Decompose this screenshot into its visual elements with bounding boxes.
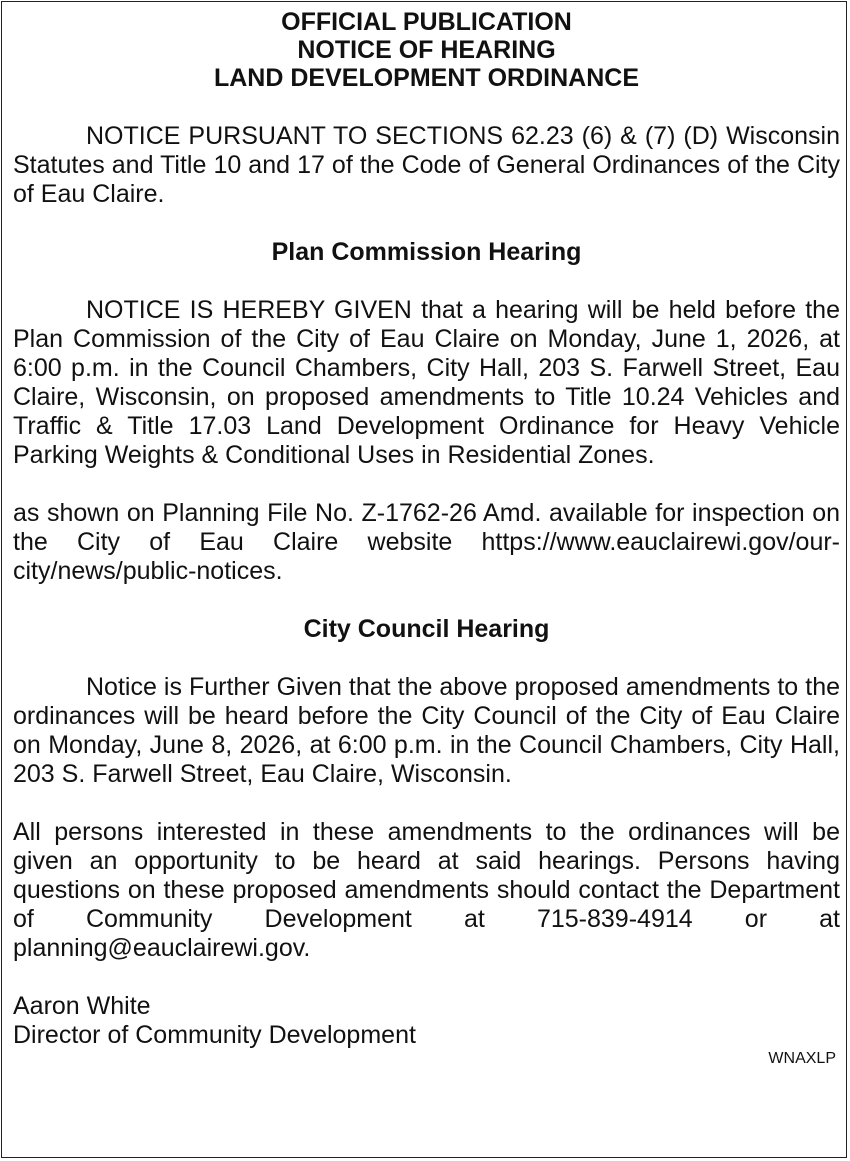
signature-name: Aaron White — [13, 992, 151, 1020]
city-council-heading: City Council Hearing — [303, 615, 550, 643]
intro-paragraph: NOTICE PURSUANT TO SECTIONS 62.23 (6) & (7) (D) Wisconsin Statutes and Title 10 and 17 of the Code of General Ordinances of the City of Eau Claire. — [13, 122, 840, 208]
header-line-1: OFFICIAL PUBLICATION — [281, 8, 572, 36]
contact-paragraph: All persons interested in these amendments to the ordinances will be given an opportunity to be heard at said hearings. Persons having questions on these proposed amendments should contact the Department of Community Development at 715-839-4914 or at planning@eauclairewi.gov. — [13, 818, 840, 962]
notice-frame — [1, 1, 847, 1158]
header-line-2: NOTICE OF HEARING — [297, 36, 556, 64]
city-council-notice: Notice is Further Given that the above proposed amendments to the ordinances will be heard before the City Council of the City of Eau Claire on Monday, June 8, 2026, at 6:00 p.m. in the Council Chambers, City Hall, 203 S. Farwell Street, Eau Claire, Wisconsin. — [13, 673, 840, 788]
publication-code: WNAXLP — [768, 1050, 836, 1067]
signature-title: Director of Community Development — [13, 1021, 416, 1049]
plan-commission-notice: NOTICE IS HEREBY GIVEN that a hearing will be held before the Plan Commission of the City of Eau Claire on Monday, June 1, 2026, at 6:00 p.m. in the Council Chambers, City Hall, 203 S. Farwell Street, Eau Claire, Wisconsin, on proposed amendments to Title 10.24 Vehicles and Traffic & Title 17.03 Land Development Ordinance for Heavy Vehicle Parking Weights & Conditional Uses in Residential Zones. — [13, 296, 840, 469]
header-line-3: LAND DEVELOPMENT ORDINANCE — [213, 64, 639, 92]
notice-content — [13, 8, 840, 1068]
plan-commission-heading: Plan Commission Hearing — [271, 238, 582, 266]
planning-file-reference: as shown on Planning File No. Z-1762-26 Amd. available for inspection on the City of Eau Claire website https://www.eauclairewi.gov/our-city/news/public-notices. — [13, 499, 840, 585]
